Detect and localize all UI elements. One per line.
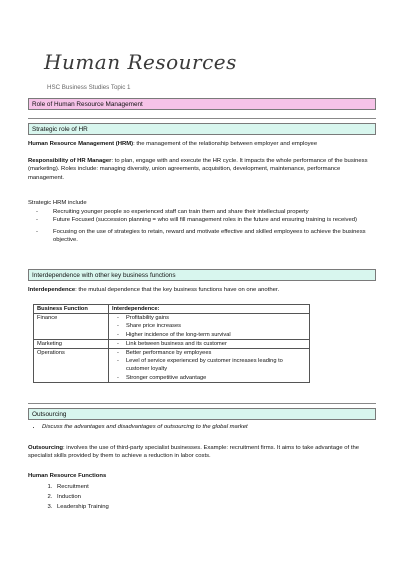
strategic-list [28,208,374,245]
interdependence-heading-bar: Interdependence with other key business functions [28,269,376,281]
hrm-definition [28,140,376,148]
interdependence-definition [28,286,376,294]
table-row [34,349,310,383]
page-subtitle: HSC Business Studies Topic 1 [47,84,131,91]
list-item: - Link between business and its customer [117,340,227,347]
hr-functions-list [44,482,109,512]
list-item: 2. Induction [54,492,109,502]
function-cell: Marketing [34,339,109,348]
list-item: - Higher incidence of the long-term survival [117,331,231,338]
list-item: - Recruiting younger people so experienced staff can train them and share their intellectual property [36,209,309,215]
divider [28,118,376,119]
table-row [34,339,310,348]
responsibility-paragraph [28,157,376,182]
role-section-bar: Role of Human Resource Management [28,98,376,110]
function-cell: Operations [34,349,109,383]
responsibility-term: Responsibility of HR Manager [28,158,112,164]
interdependence-cell [109,339,310,348]
outsourcing-bullet-list [32,423,248,431]
interdependence-def: : the mutual dependence that the key business functions have on one another. [75,287,280,293]
list-item: 1. Recruitment [54,482,109,492]
list-item: - Level of service experienced by customer increases leading to customer loyalty [117,358,283,373]
table-row [34,314,310,340]
divider [28,403,376,404]
hr-functions-heading: Human Resource Functions [28,473,107,479]
page-title: Human Resources [44,50,237,74]
interdependence-cell [109,349,310,383]
outsourcing-def: : involves the use of third-party specialist businesses. Example: recruitment firms. It aims to take advantage of the specialist skills provided by them to achieve a reduction in labor costs. [28,445,360,460]
business-function-table [33,304,310,383]
list-item: 3. Leadership Training [54,502,109,512]
column-header: Interdependence: [109,305,310,314]
interdependence-term: Interdependence [28,287,76,293]
list-item: - Share price increases [117,323,182,330]
outsourcing-definition [28,444,376,461]
list-item: - Better performance by employees [117,350,212,357]
table-header-row [34,305,310,314]
list-item: - Future Focused (succession planning = who will fill management roles in the future and ensuring training is received) [36,217,358,224]
function-cell: Finance [34,314,109,340]
list-item: - Focusing on the use of strategies to retain, reward and motivate effective and skilled employees to achieve the business objective. [36,228,366,244]
list-item: - Stronger competitive advantage [117,374,207,381]
strategic-heading-bar: Strategic role of HR [28,123,376,135]
outsourcing-term: Outsourcing [28,445,64,451]
column-header: Business Function [34,305,109,314]
strategic-include-label: Strategic HRM include [28,200,87,206]
hrm-def: : the management of the relationship between employer and employee [133,141,318,147]
list-item: - Profitability gains [117,315,169,322]
interdependence-cell [109,314,310,340]
outsourcing-heading-bar: Outsourcing [28,408,376,420]
list-item: • Discuss the advantages and disadvantages of outsourcing to the global market [42,423,248,431]
hrm-term: Human Resource Management (HRM) [28,141,134,147]
responsibility-def: : to plan, engage with and execute the HR cycle. It impacts the whole performance of the business (marketing). Roles include: managing diversity, union agreements, acquisition, development, maintenance, performance management. [28,158,368,181]
